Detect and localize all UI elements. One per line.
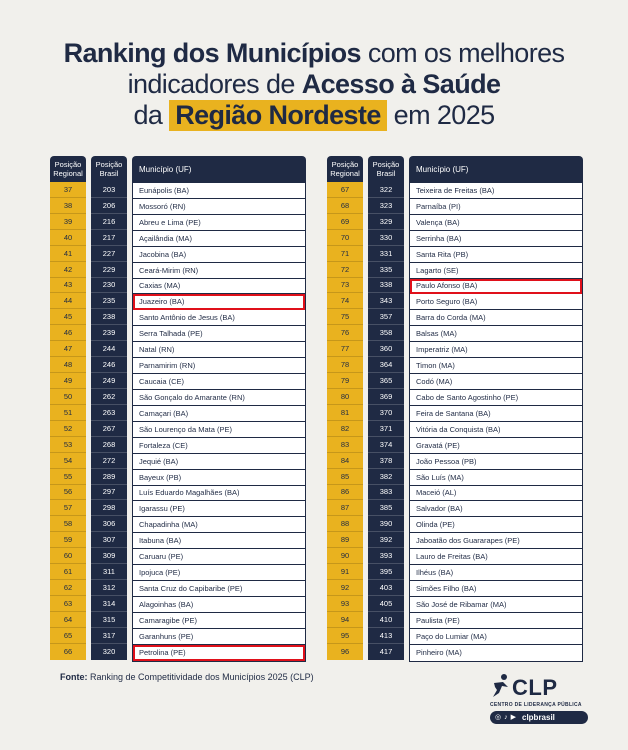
posicao-brasil-cell: 268: [91, 437, 127, 453]
posicao-brasil-cell: 331: [368, 246, 404, 262]
column-posicao-brasil: [368, 182, 404, 660]
municipio-cell: Teixeira de Freitas (BA): [410, 183, 582, 199]
posicao-brasil-cell: 338: [368, 278, 404, 294]
posicao-regional-cell: 76: [327, 325, 363, 341]
posicao-brasil-cell: 417: [379, 647, 393, 657]
posicao-regional-cell: 55: [50, 469, 86, 485]
source-note: Fonte: Ranking de Competitividade dos Municípios 2025 (CLP): [60, 672, 314, 682]
municipio-cell: Ilhéus (BA): [410, 565, 582, 581]
posicao-regional-cell: 57: [50, 500, 86, 516]
table-header: [327, 156, 583, 182]
column-posicao-brasil: [91, 182, 127, 660]
posicao-brasil-cell: 227: [91, 246, 127, 262]
region-highlight: Região Nordeste: [169, 100, 387, 131]
header-municipio: Município (UF): [409, 156, 583, 182]
posicao-regional-cell: 60: [50, 548, 86, 564]
posicao-regional-cell: 67: [327, 182, 363, 198]
municipio-cell: Jequié (BA): [133, 454, 305, 470]
posicao-regional-cell: 39: [50, 214, 86, 230]
posicao-regional-cell: 88: [327, 516, 363, 532]
municipio-cell: Luís Eduardo Magalhães (BA): [133, 486, 305, 502]
posicao-regional-cell: 47: [50, 341, 86, 357]
column-municipio: [409, 182, 583, 662]
posicao-brasil-cell: 393: [368, 548, 404, 564]
posicao-brasil-cell: 357: [368, 309, 404, 325]
posicao-brasil-cell: 272: [91, 453, 127, 469]
column-posicao-regional: [50, 182, 86, 660]
municipio-cell: Parnaíba (PI): [410, 199, 582, 215]
municipio-cell: Vitória da Conquista (BA): [410, 422, 582, 438]
ranking-table-left: [50, 156, 306, 658]
posicao-brasil-cell: 405: [368, 596, 404, 612]
municipio-cell: Maceió (AL): [410, 486, 582, 502]
social-handle-badge[interactable]: [490, 711, 588, 724]
posicao-brasil-cell: 216: [91, 214, 127, 230]
posicao-brasil-cell: 314: [91, 596, 127, 612]
municipio-cell: Açailândia (MA): [133, 231, 305, 247]
posicao-regional-cell: 66: [63, 647, 73, 657]
page-title: [0, 38, 628, 131]
posicao-regional-cell: 91: [327, 564, 363, 580]
posicao-brasil-cell: 403: [368, 580, 404, 596]
posicao-regional-cell: 92: [327, 580, 363, 596]
posicao-regional-cell: 65: [50, 628, 86, 644]
municipio-cell: Paulista (PE): [410, 613, 582, 629]
municipio-cell: Camaçari (BA): [133, 406, 305, 422]
instagram-icon[interactable]: ◎: [495, 713, 502, 721]
tiktok-icon[interactable]: ♪: [504, 713, 508, 721]
posicao-brasil-cell: 323: [368, 198, 404, 214]
posicao-brasil-cell: 244: [91, 341, 127, 357]
posicao-brasil-cell: 312: [91, 580, 127, 596]
posicao-regional-cell: 82: [327, 421, 363, 437]
municipio-cell: Fortaleza (CE): [133, 438, 305, 454]
posicao-brasil-cell: 229: [91, 262, 127, 278]
posicao-regional-cell: 70: [327, 230, 363, 246]
posicao-regional-cell: 48: [50, 357, 86, 373]
posicao-brasil-cell: 239: [91, 325, 127, 341]
posicao-regional-cell: 85: [327, 469, 363, 485]
municipio-cell: Alagoinhas (BA): [133, 597, 305, 613]
header-posicao-brasil: Posição Brasil: [368, 156, 404, 182]
header-posicao-brasil: Posição Brasil: [91, 156, 127, 182]
posicao-regional-cell: 50: [50, 389, 86, 405]
header-posicao-regional: Posição Regional: [50, 156, 86, 182]
municipio-cell: São Gonçalo do Amarante (RN): [133, 390, 305, 406]
posicao-brasil-cell: 309: [91, 548, 127, 564]
posicao-regional-cell: 63: [50, 596, 86, 612]
municipio-cell: Lauro de Freitas (BA): [410, 549, 582, 565]
posicao-brasil-cell: 315: [91, 612, 127, 628]
posicao-brasil-cell: 382: [368, 469, 404, 485]
posicao-regional-cell: 93: [327, 596, 363, 612]
posicao-brasil-cell: 329: [368, 214, 404, 230]
posicao-regional-cell: 75: [327, 309, 363, 325]
posicao-regional-cell: 89: [327, 532, 363, 548]
municipio-cell: Caxias (MA): [133, 279, 305, 295]
posicao-brasil-cell: 392: [368, 532, 404, 548]
municipio-cell: Olinda (PE): [410, 517, 582, 533]
posicao-regional-cell: 56: [50, 485, 86, 501]
posicao-brasil-cell: 235: [91, 293, 127, 309]
posicao-brasil-cell: 413: [368, 628, 404, 644]
posicao-brasil-cell: 410: [368, 612, 404, 628]
header-posicao-regional: Posição Regional: [327, 156, 363, 182]
posicao-brasil-cell: 360: [368, 341, 404, 357]
posicao-brasil-cell: 307: [91, 532, 127, 548]
posicao-regional-cell: 52: [50, 421, 86, 437]
posicao-regional-cell: 61: [50, 564, 86, 580]
municipio-cell: Lagarto (SE): [410, 263, 582, 279]
posicao-regional-cell: 54: [50, 453, 86, 469]
municipio-cell: Natal (RN): [133, 342, 305, 358]
posicao-regional-cell: 58: [50, 516, 86, 532]
municipio-cell: Salvador (BA): [410, 501, 582, 517]
municipio-cell: Timon (MA): [410, 358, 582, 374]
posicao-brasil-cell: 370: [368, 405, 404, 421]
posicao-brasil-cell: 320: [102, 647, 116, 657]
posicao-brasil-cell: 206: [91, 198, 127, 214]
municipio-cell: Ceará-Mirim (RN): [133, 263, 305, 279]
municipio-cell: Gravatá (PE): [410, 438, 582, 454]
posicao-regional-cell: 59: [50, 532, 86, 548]
municipio-cell: Santo Antônio de Jesus (BA): [133, 310, 305, 326]
municipio-cell: Pinheiro (MA): [416, 648, 462, 658]
municipio-cell: Jacobina (BA): [133, 247, 305, 263]
posicao-brasil-cell: 358: [368, 325, 404, 341]
youtube-icon[interactable]: ▶: [510, 713, 516, 721]
header-municipio: Município (UF): [132, 156, 306, 182]
posicao-regional-cell: 53: [50, 437, 86, 453]
posicao-brasil-cell: 238: [91, 309, 127, 325]
municipio-cell: Parnamirim (RN): [133, 358, 305, 374]
municipio-cell: Abreu e Lima (PE): [133, 215, 305, 231]
social-handle: clpbrasil: [522, 713, 555, 722]
posicao-regional-cell: 90: [327, 548, 363, 564]
posicao-regional-cell: 96: [340, 647, 350, 657]
title-line-2: indicadores de Acesso à Saúde: [127, 69, 501, 99]
posicao-brasil-cell: 298: [91, 500, 127, 516]
municipio-cell: Simões Filho (BA): [410, 581, 582, 597]
posicao-regional-cell: 40: [50, 230, 86, 246]
posicao-brasil-cell: 203: [91, 182, 127, 198]
table-header: [50, 156, 306, 182]
posicao-regional-cell: 86: [327, 485, 363, 501]
municipio-cell: Feira de Santana (BA): [410, 406, 582, 422]
municipio-cell: Caucaia (CE): [133, 374, 305, 390]
municipio-cell: Balsas (MA): [410, 326, 582, 342]
posicao-regional-cell: 72: [327, 262, 363, 278]
municipio-cell: Petrolina (PE): [133, 645, 305, 661]
column-municipio: [132, 182, 306, 662]
clp-logo: [484, 671, 594, 731]
municipio-cell: Mossoró (RN): [133, 199, 305, 215]
municipio-cell: Valença (BA): [410, 215, 582, 231]
posicao-regional-cell: 44: [50, 293, 86, 309]
posicao-brasil-cell: 289: [91, 469, 127, 485]
posicao-brasil-cell: 306: [91, 516, 127, 532]
posicao-brasil-cell: 335: [368, 262, 404, 278]
posicao-brasil-cell: 369: [368, 389, 404, 405]
posicao-brasil-cell: 383: [368, 485, 404, 501]
posicao-regional-cell: 37: [50, 182, 86, 198]
municipio-cell: Porto Seguro (BA): [410, 294, 582, 310]
municipio-cell: Caruaru (PE): [133, 549, 305, 565]
municipio-cell: Paulo Afonso (BA): [410, 279, 582, 295]
municipio-cell: Barra do Corda (MA): [410, 310, 582, 326]
posicao-brasil-cell: 322: [368, 182, 404, 198]
posicao-regional-cell: 45: [50, 309, 86, 325]
posicao-brasil-cell: 343: [368, 293, 404, 309]
posicao-regional-cell: 68: [327, 198, 363, 214]
posicao-brasil-cell: 249: [91, 373, 127, 389]
posicao-regional-cell: 87: [327, 500, 363, 516]
posicao-brasil-cell: 317: [91, 628, 127, 644]
posicao-regional-cell: 83: [327, 437, 363, 453]
posicao-regional-cell: 42: [50, 262, 86, 278]
municipio-cell: Santa Rita (PB): [410, 247, 582, 263]
posicao-regional-cell: 78: [327, 357, 363, 373]
logo-name: CLP: [512, 675, 558, 700]
posicao-brasil-cell: 297: [91, 485, 127, 501]
posicao-regional-cell: 77: [327, 341, 363, 357]
municipio-cell: Garanhuns (PE): [133, 629, 305, 645]
title-line-1: Ranking dos Municípios com os melhores: [63, 38, 565, 68]
posicao-regional-cell: 79: [327, 373, 363, 389]
posicao-brasil-cell: 230: [91, 278, 127, 294]
municipio-cell: Camaragibe (PE): [133, 613, 305, 629]
municipio-cell: Juazeiro (BA): [133, 294, 305, 310]
posicao-regional-cell: 94: [327, 612, 363, 628]
title-line-3: da Região Nordeste em 2025: [133, 100, 495, 130]
posicao-regional-cell: 80: [327, 389, 363, 405]
posicao-regional-cell: 81: [327, 405, 363, 421]
posicao-regional-cell: 71: [327, 246, 363, 262]
posicao-brasil-cell: 311: [91, 564, 127, 580]
posicao-brasil-cell: 385: [368, 500, 404, 516]
posicao-brasil-cell: 374: [368, 437, 404, 453]
municipio-cell: João Pessoa (PB): [410, 454, 582, 470]
posicao-brasil-cell: 263: [91, 405, 127, 421]
posicao-regional-cell: 74: [327, 293, 363, 309]
posicao-regional-cell: 69: [327, 214, 363, 230]
municipio-cell: Bayeux (PB): [133, 470, 305, 486]
posicao-brasil-cell: 378: [368, 453, 404, 469]
posicao-regional-cell: 62: [50, 580, 86, 596]
municipio-cell: São José de Ribamar (MA): [410, 597, 582, 613]
municipio-cell: Paço do Lumiar (MA): [410, 629, 582, 645]
posicao-brasil-cell: 246: [91, 357, 127, 373]
posicao-regional-cell: 46: [50, 325, 86, 341]
municipio-cell: Jaboatão dos Guararapes (PE): [410, 533, 582, 549]
municipio-cell: São Lourenço da Mata (PE): [133, 422, 305, 438]
clp-figure-icon: [490, 673, 512, 699]
posicao-regional-cell: 64: [50, 612, 86, 628]
municipio-cell: Santa Cruz do Capibaribe (PE): [133, 581, 305, 597]
municipio-cell: Itabuna (BA): [133, 533, 305, 549]
posicao-regional-cell: 49: [50, 373, 86, 389]
posicao-brasil-cell: 330: [368, 230, 404, 246]
municipio-cell: São Luís (MA): [410, 470, 582, 486]
column-posicao-regional: [327, 182, 363, 660]
posicao-regional-cell: 73: [327, 278, 363, 294]
posicao-brasil-cell: 217: [91, 230, 127, 246]
municipio-cell: Igarassu (PE): [133, 501, 305, 517]
posicao-brasil-cell: 371: [368, 421, 404, 437]
municipio-cell: Ipojuca (PE): [133, 565, 305, 581]
posicao-regional-cell: 43: [50, 278, 86, 294]
posicao-brasil-cell: 365: [368, 373, 404, 389]
posicao-regional-cell: 38: [50, 198, 86, 214]
logo-subtitle: CENTRO DE LIDERANÇA PÚBLICA: [490, 702, 582, 708]
municipio-cell: Chapadinha (MA): [133, 517, 305, 533]
posicao-brasil-cell: 364: [368, 357, 404, 373]
municipio-cell: Codó (MA): [410, 374, 582, 390]
municipio-cell: Eunápolis (BA): [133, 183, 305, 199]
posicao-regional-cell: 84: [327, 453, 363, 469]
posicao-regional-cell: 41: [50, 246, 86, 262]
municipio-cell: Serrinha (BA): [410, 231, 582, 247]
ranking-table-right: [327, 156, 583, 658]
posicao-regional-cell: 95: [327, 628, 363, 644]
posicao-brasil-cell: 395: [368, 564, 404, 580]
municipio-cell: Serra Talhada (PE): [133, 326, 305, 342]
municipio-cell: Imperatriz (MA): [410, 342, 582, 358]
posicao-brasil-cell: 390: [368, 516, 404, 532]
municipio-cell: Cabo de Santo Agostinho (PE): [410, 390, 582, 406]
posicao-brasil-cell: 267: [91, 421, 127, 437]
posicao-regional-cell: 51: [50, 405, 86, 421]
posicao-brasil-cell: 262: [91, 389, 127, 405]
